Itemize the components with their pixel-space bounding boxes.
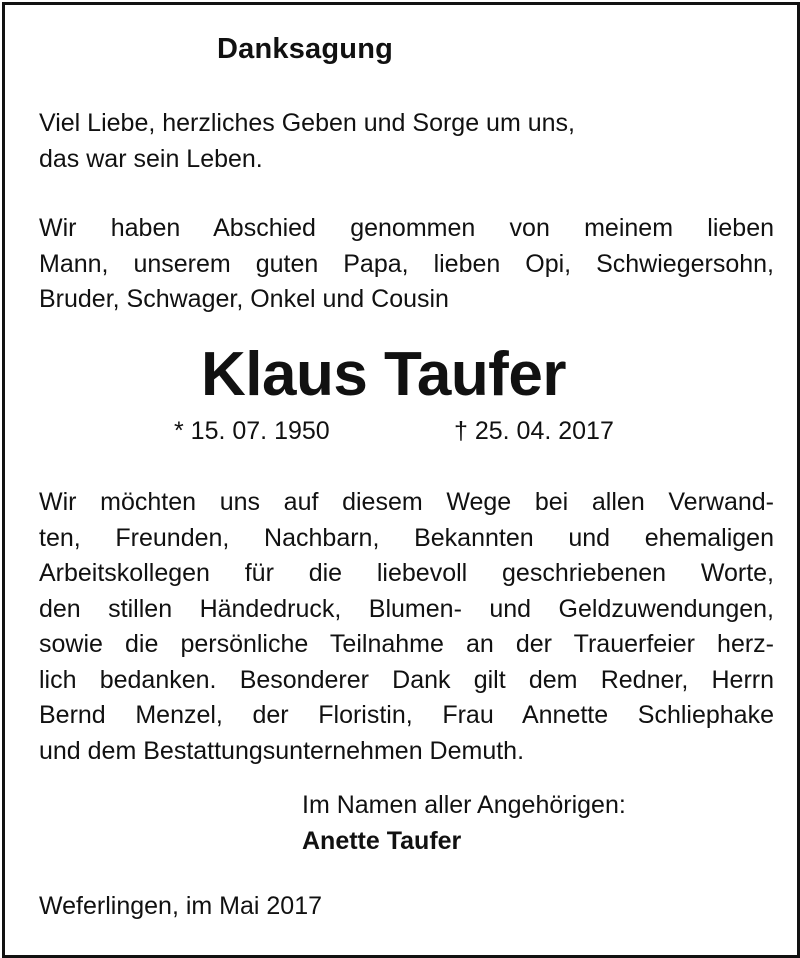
thanks-line: und dem Bestattungsunternehmen Demuth. — [39, 736, 525, 765]
thanks-line: Wir möchten uns auf diesem Wege bei allen Verwand- — [39, 488, 774, 516]
death-date: † 25. 04. 2017 — [454, 417, 614, 445]
notice-heading: Danksagung — [217, 33, 394, 65]
thanks-paragraph — [39, 485, 774, 769]
place-date: Weferlingen, im Mai 2017 — [39, 892, 323, 920]
deceased-name: Klaus Taufer — [201, 340, 566, 409]
signature-name: Anette Taufer — [302, 827, 462, 855]
motto-line: Viel Liebe, herzliches Geben und Sorge um uns, — [39, 109, 575, 137]
thanks-line: ten, Freunden, Nachbarn, Bekannten und ehemaligen — [39, 523, 774, 552]
notice-border — [2, 2, 800, 958]
signature-intro: Im Namen aller Angehörigen: — [302, 791, 626, 819]
intro-paragraph — [39, 211, 774, 318]
thanks-line: den stillen Händedruck, Blumen- und Geldzuwendungen, — [39, 594, 774, 623]
motto-paragraph — [39, 106, 774, 177]
birth-date: * 15. 07. 1950 — [174, 417, 330, 445]
thanks-line: Bernd Menzel, der Floristin, Frau Annette Schliephake — [39, 701, 774, 729]
motto-line: das war sein Leben. — [39, 144, 263, 173]
thanks-line: lich bedanken. Besonderer Dank gilt dem Redner, Herrn — [39, 665, 774, 694]
intro-line: Mann, unserem guten Papa, lieben Opi, Schwiegersohn, — [39, 249, 774, 278]
thanks-line: Arbeitskollegen für die liebevoll geschriebenen Worte, — [39, 559, 774, 587]
thanks-line: sowie die persönliche Teilnahme an der Trauerfeier herz- — [39, 630, 774, 658]
intro-line: Bruder, Schwager, Onkel und Cousin — [39, 285, 449, 313]
intro-line: Wir haben Abschied genommen von meinem lieben — [39, 214, 774, 242]
